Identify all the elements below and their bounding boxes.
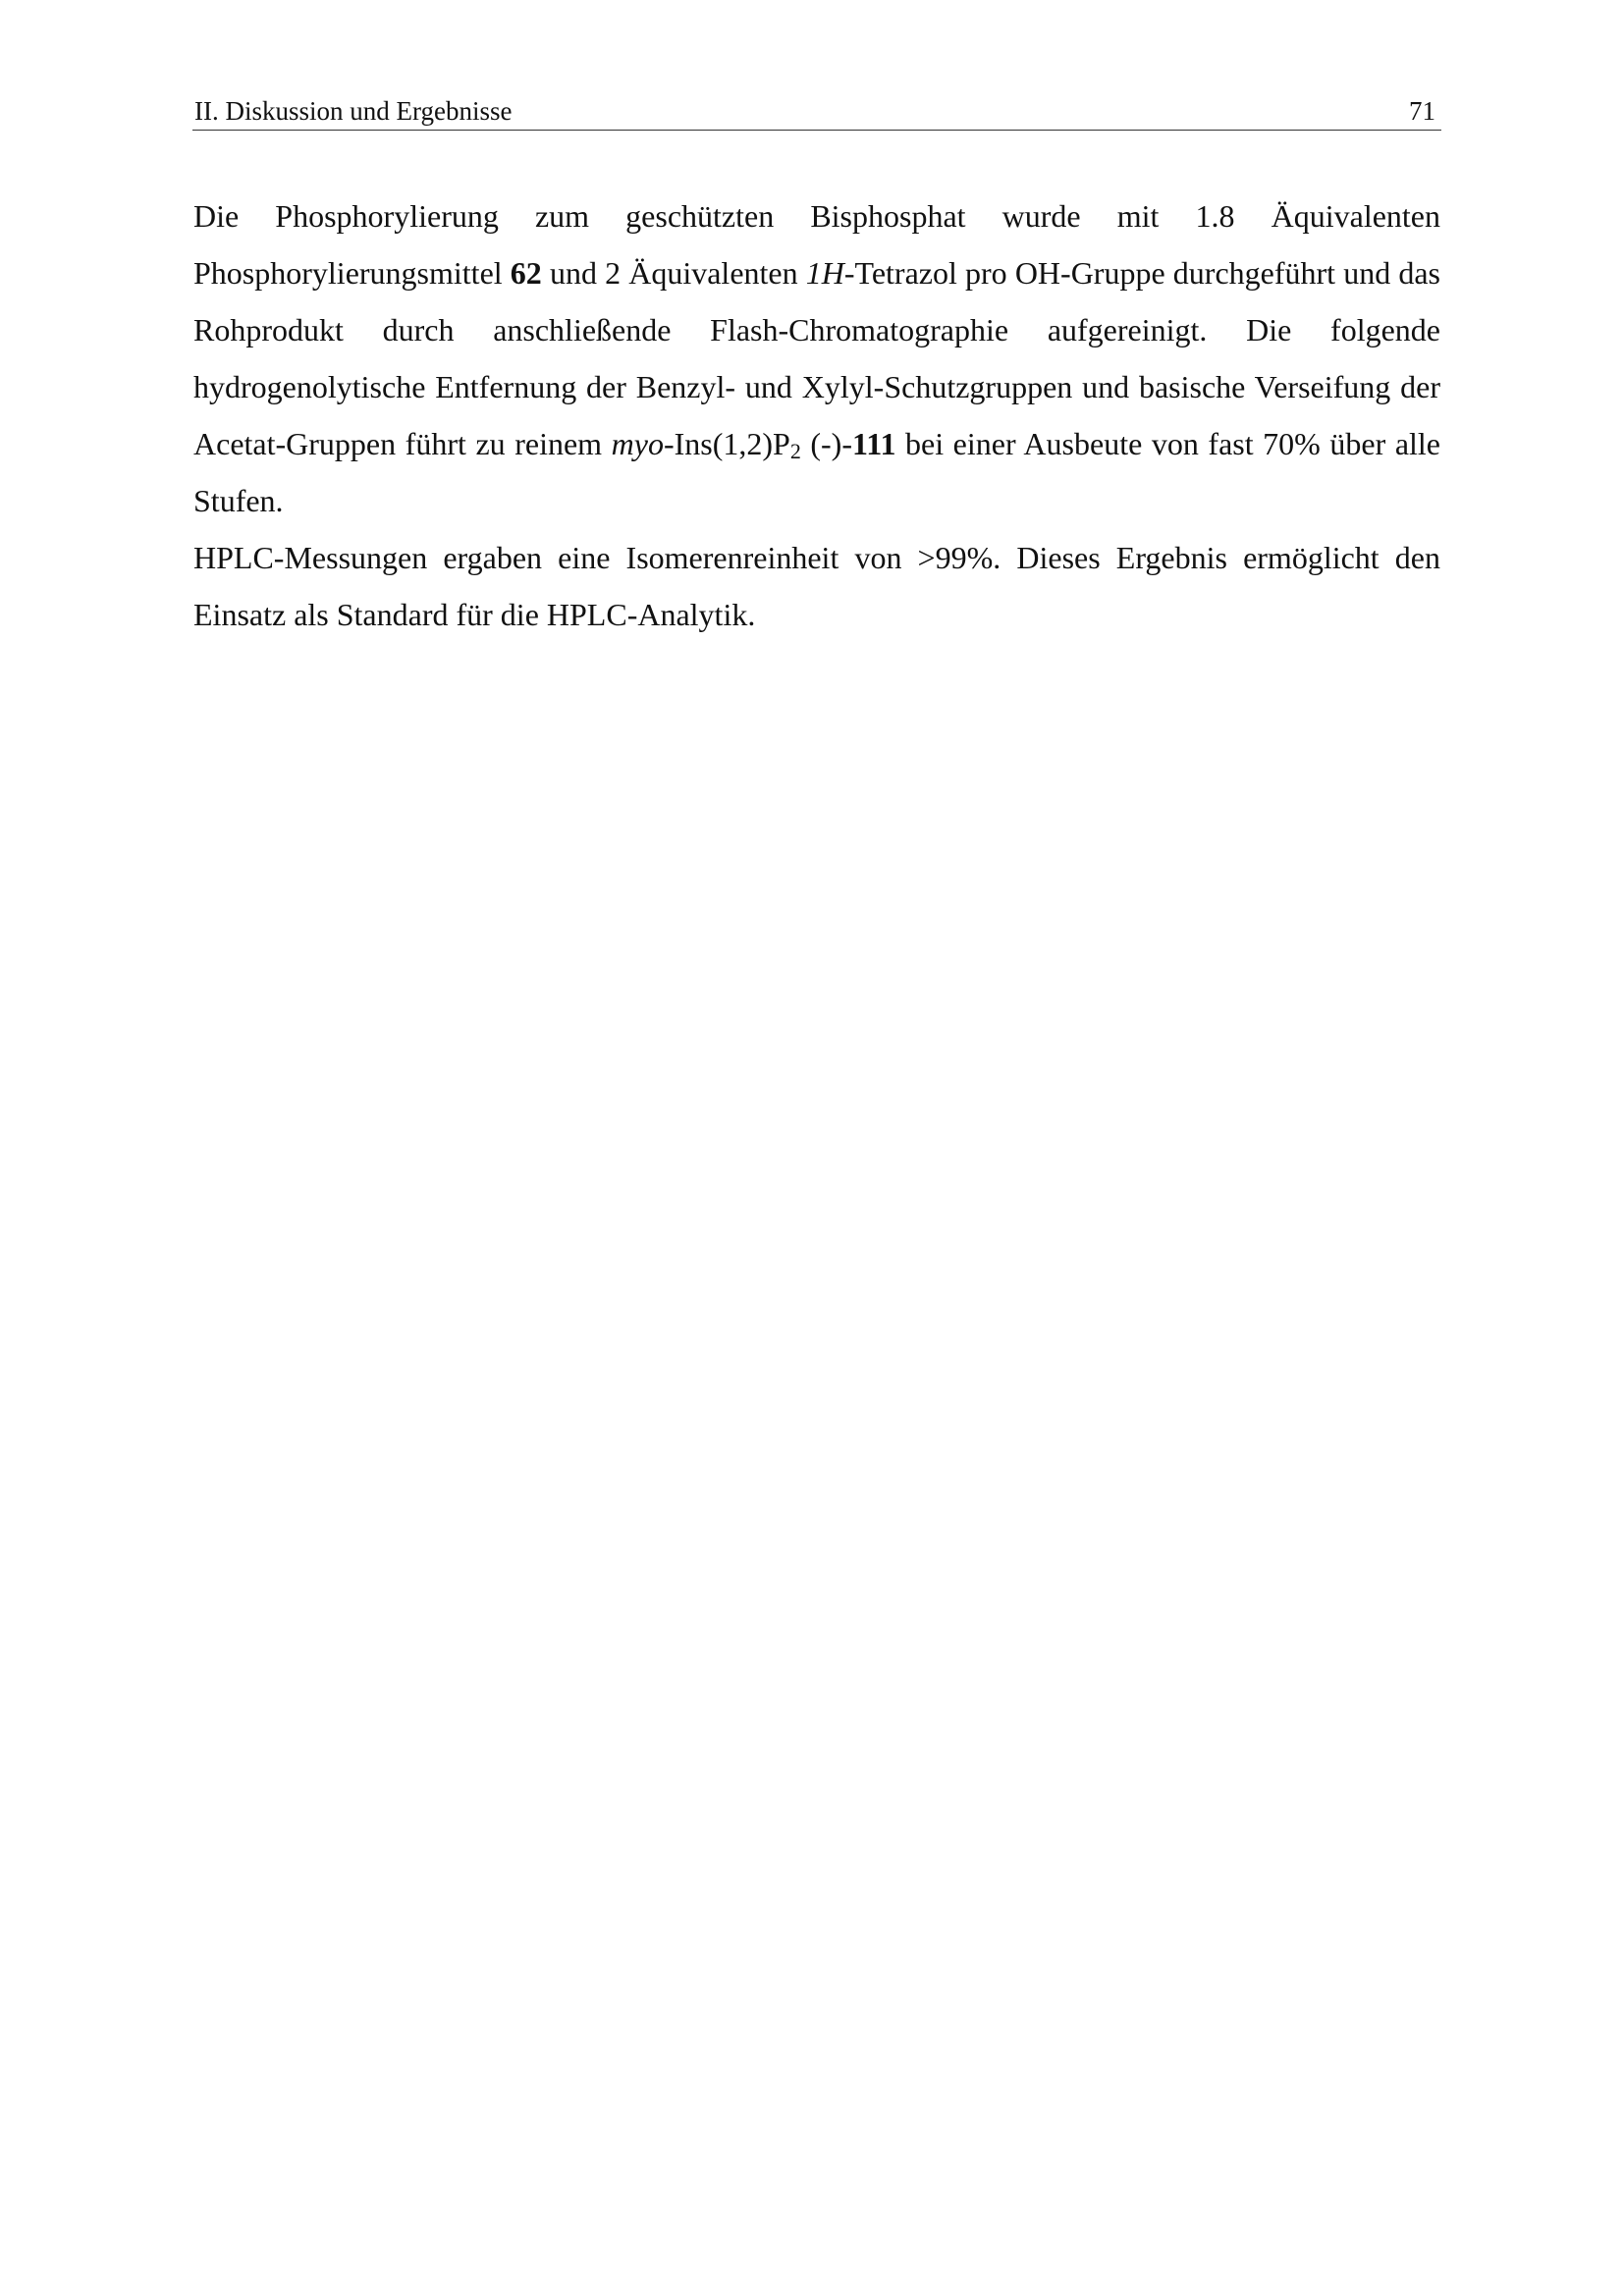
compound-number: 62 bbox=[510, 255, 542, 291]
text-run: bei einer Ausbeute von fast 70% über alle Stufen. bbox=[193, 426, 1441, 518]
text-run: (-)- bbox=[800, 426, 852, 461]
paragraph-phosphorylation bbox=[193, 187, 1440, 529]
italic-prefix: myo bbox=[611, 426, 664, 461]
paragraph-hplc bbox=[193, 529, 1440, 643]
page-header bbox=[192, 94, 1441, 131]
chapter-title: II. Diskussion und Ergebnisse bbox=[194, 96, 513, 126]
compound-number: 111 bbox=[852, 426, 896, 461]
text-run: -Ins(1,2)P bbox=[663, 426, 790, 461]
text-run: Die Phosphorylierung zum geschützten Bisphosphat wurde mit 1.8 Äquivalenten Phosphorylierungsmittel bbox=[193, 198, 1440, 291]
subscript: 2 bbox=[789, 439, 801, 463]
text-run: -Tetrazol pro OH-Gruppe durchgeführt und das Rohprodukt durch anschließende Flash-Chromatographie aufgereinigt. Die folgende hydrogenolytische Entfernung der Benzyl- und Xylyl-Schutzgruppen und basische Verseifung der Acetat-Gruppen führt zu reinem bbox=[193, 255, 1440, 461]
text-run: HPLC-Messungen ergaben eine Isomerenreinheit von >99%. Dieses Ergebnis ermöglicht den Einsatz als Standard für die HPLC-Analytik. bbox=[193, 540, 1440, 632]
body-text bbox=[193, 187, 1440, 643]
page-number: 71 bbox=[1409, 96, 1435, 126]
italic-prefix: 1H bbox=[805, 255, 844, 291]
text-run: und 2 Äquivalenten bbox=[541, 255, 806, 291]
